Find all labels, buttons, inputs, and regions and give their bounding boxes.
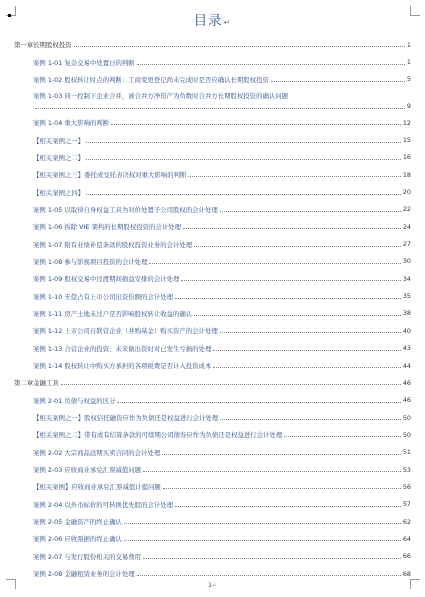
toc-page-number: 1 [406,40,411,49]
toc-entry-text: 【相关案例之四】 [33,188,85,197]
toc-dot-leader [143,558,401,559]
toc-dot-leader [220,332,401,333]
toc-case-entry[interactable] [0,461,425,478]
toc-dot-leader [175,506,401,507]
toc-page-number: 46 [402,396,411,405]
toc-dot-leader [271,81,405,82]
toc-page-number: 44 [402,361,411,370]
toc-case-entry[interactable] [0,71,425,88]
toc-dot-leader [175,298,401,299]
toc-page-number: 16 [402,153,411,162]
toc-page-number: 40 [402,326,411,335]
toc-entry-text: 案例 1-05 以取得自身权益工具为对价处置子公司股权的会计处理 [33,205,218,214]
toc-entry-text: 案例 1-10 无偿占有上市公司出资份额的会计处理 [33,292,173,301]
toc-page-number: 66 [402,552,411,561]
toc-dot-leader [213,367,401,368]
toc-dot-leader [143,471,401,472]
toc-case-entry[interactable] [0,513,425,530]
toc-entry-text: 案例 2-04 以外币标价的可转换优先股的会计处理 [33,500,173,509]
toc-case-entry[interactable] [0,530,425,547]
toc-page-number: 50 [402,430,411,439]
toc-dot-leader [284,436,401,437]
toc-page-number: 68 [402,569,411,578]
toc-page-number: 53 [402,465,411,474]
toc-dot-leader [117,402,400,403]
toc-entry-text: 案例 1-14 股权转让中购买方承担的各项税费是否计入投资成本 [33,362,212,371]
toc-case-entry[interactable] [0,444,425,461]
toc-entry-text: 案例 1-12 上市公司自联营企业（并购基金）购买资产的会计处理 [33,327,218,336]
toc-entry-text: 案例 2-05 金融资产的终止确认 [33,518,122,527]
toc-wrapped-line [33,102,411,110]
toc-entry-text: 案例 1-02 股权转让时点的判断：工商变更登记尚未完成时是否应确认长期股权投资 [33,75,269,84]
footer-paragraph-mark-icon: ↵ [211,582,217,589]
toc-case-entry[interactable] [0,548,425,565]
toc-dot-leader [86,159,401,160]
toc-chapter-entry[interactable] [0,36,425,53]
toc-case-entry[interactable] [0,53,425,70]
toc-case-entry[interactable] [0,253,425,270]
toc-case-entry[interactable] [0,201,425,218]
toc-dot-leader [163,488,401,489]
toc-dot-leader [149,263,400,264]
toc-entry-text: 案例 1-11 房产土地未过户是否影响股权转让收益的确认 [33,309,193,318]
toc-entry-text: 案例 2-03 应收商业承兑汇票减值问题 [33,466,142,475]
toc-case-entry[interactable] [0,88,425,114]
toc-case-entry[interactable] [0,322,425,339]
toc-entry-text: 案例 1-07 附有业绩补偿条款的股权投资业务的会计处理 [33,240,193,249]
toc-dot-leader [220,211,401,212]
toc-case-entry[interactable] [0,305,425,322]
toc-dot-leader [162,454,401,455]
toc-case-entry[interactable] [0,478,425,495]
toc-dot-leader [181,280,400,281]
footer-page-number: 1 [208,582,212,589]
toc-case-entry[interactable] [0,183,425,200]
toc-page-number: 20 [402,188,411,197]
toc-page-number: 62 [402,517,411,526]
toc-entry-text: 【相关案例之二】 [33,153,85,162]
toc-entry-text: 案例 1-08 参与影视项目投资的会计处理 [33,257,148,266]
toc-page-number: 15 [402,136,411,145]
toc-page-number: 24 [402,222,411,231]
toc-case-entry[interactable] [0,409,425,426]
toc-page-number: 9 [406,102,411,111]
toc-dot-leader [183,228,401,229]
toc-entry-text: 【相关案例之一】股权信托融资应作为负债还是权益进行会计处理 [33,414,219,423]
toc-title-text: 目录 [193,13,223,29]
toc-title [0,9,425,29]
toc-dot-leader [124,523,401,524]
toc-entry-text: 第二章金融工具 [14,379,59,388]
toc-chapter-entry[interactable] [0,374,425,391]
toc-case-entry[interactable] [0,166,425,183]
toc-case-entry[interactable] [0,340,425,357]
toc-dot-leader [194,246,401,247]
toc-page-number: 34 [402,274,411,283]
toc-case-entry[interactable] [0,287,425,304]
toc-entry-text: 【相关案例之一】 [33,136,85,145]
paragraph-mark-icon: ↵ [223,18,232,27]
toc-case-entry[interactable] [0,565,425,582]
toc-entry-text: 案例 1-04 重大影响的判断 [33,119,110,128]
toc-dot-leader [124,540,401,541]
toc-dot-leader [61,384,401,385]
toc-dot-leader [213,350,401,351]
toc-page-number: 5 [406,75,411,84]
toc-entry-text: 案例 2-01 负债与权益的区分 [33,396,116,405]
toc-entry-text: 【相关案例之三】委托或受托表决权对重大影响的判断 [33,171,187,180]
toc-case-entry[interactable] [0,270,425,287]
toc-page-number: 18 [402,170,411,179]
toc-dot-leader [188,176,400,177]
toc-page-number: 35 [402,292,411,301]
toc-entry-text: 案例 2-08 金融租赁业务的会计处理 [33,570,135,579]
page-footer [0,582,425,589]
table-of-contents [0,36,425,582]
toc-dot-leader [111,124,401,125]
toc-case-entry[interactable] [0,392,425,409]
toc-case-entry[interactable] [0,235,425,252]
toc-entry-text: 案例 1-01 复杂交易中处置日的判断 [33,58,135,67]
toc-dot-leader [137,64,405,65]
toc-dot-leader [86,142,401,143]
toc-dot-leader [74,46,405,47]
toc-entry-text: 案例 1-06 拆除 VIE 架构的长期股权投资的会计处理 [33,223,181,232]
toc-page-number: 56 [402,482,411,491]
toc-entry-text: 案例 1-13 合营企业的投资，未来做出资时对已发生亏损的处理 [33,344,212,353]
toc-page-number: 46 [402,378,411,387]
toc-case-entry[interactable] [0,357,425,374]
toc-page-number: 27 [402,240,411,249]
toc-page-number: 57 [402,500,411,509]
toc-entry-text: 案例 1-09 股权交易中过渡期间损益安排的会计处理 [33,275,180,284]
toc-entry-text: 案例 2-02 大宗商品远期买卖合同的会计处理 [33,448,161,457]
toc-page-number: 22 [402,205,411,214]
toc-page-number: 64 [402,534,411,543]
toc-page-number: 12 [402,118,411,127]
toc-page-number: 51 [402,448,411,457]
toc-case-entry[interactable] [0,496,425,513]
toc-dot-leader [86,194,401,195]
toc-entry-text: 案例 2-07 与发行股份相关的交易费用 [33,552,142,561]
toc-case-entry[interactable] [0,131,425,148]
toc-dot-leader [194,315,401,316]
toc-page-number: 1 [406,58,411,67]
toc-entry-text: 第一章长期股权投资 [14,41,72,50]
toc-page-number: 38 [402,309,411,318]
toc-case-entry[interactable] [0,426,425,443]
toc-entry-text: 案例 1-03 同一控制下企业合并，被合并方净资产为负数时合并方长期股权投资的确认问题 [33,92,289,101]
toc-entry-text: 案例 2-06 应收票据的终止确认 [33,535,122,544]
toc-entry-text: 【相关案例】应收商业承兑汇票减值计提问题 [33,483,161,492]
toc-page-number: 50 [402,413,411,422]
toc-case-entry[interactable] [0,149,425,166]
toc-page-number: 30 [402,257,411,266]
toc-dot-leader [137,575,401,576]
toc-case-entry[interactable] [0,218,425,235]
toc-entry-text: 【相关案例之二】带有或有结算条款的可续期公司债券应作为负债还是权益进行会计处理 [33,431,283,440]
toc-dot-leader [35,108,405,109]
toc-case-entry[interactable] [0,114,425,131]
toc-page-number: 43 [402,344,411,353]
toc-dot-leader [220,419,401,420]
